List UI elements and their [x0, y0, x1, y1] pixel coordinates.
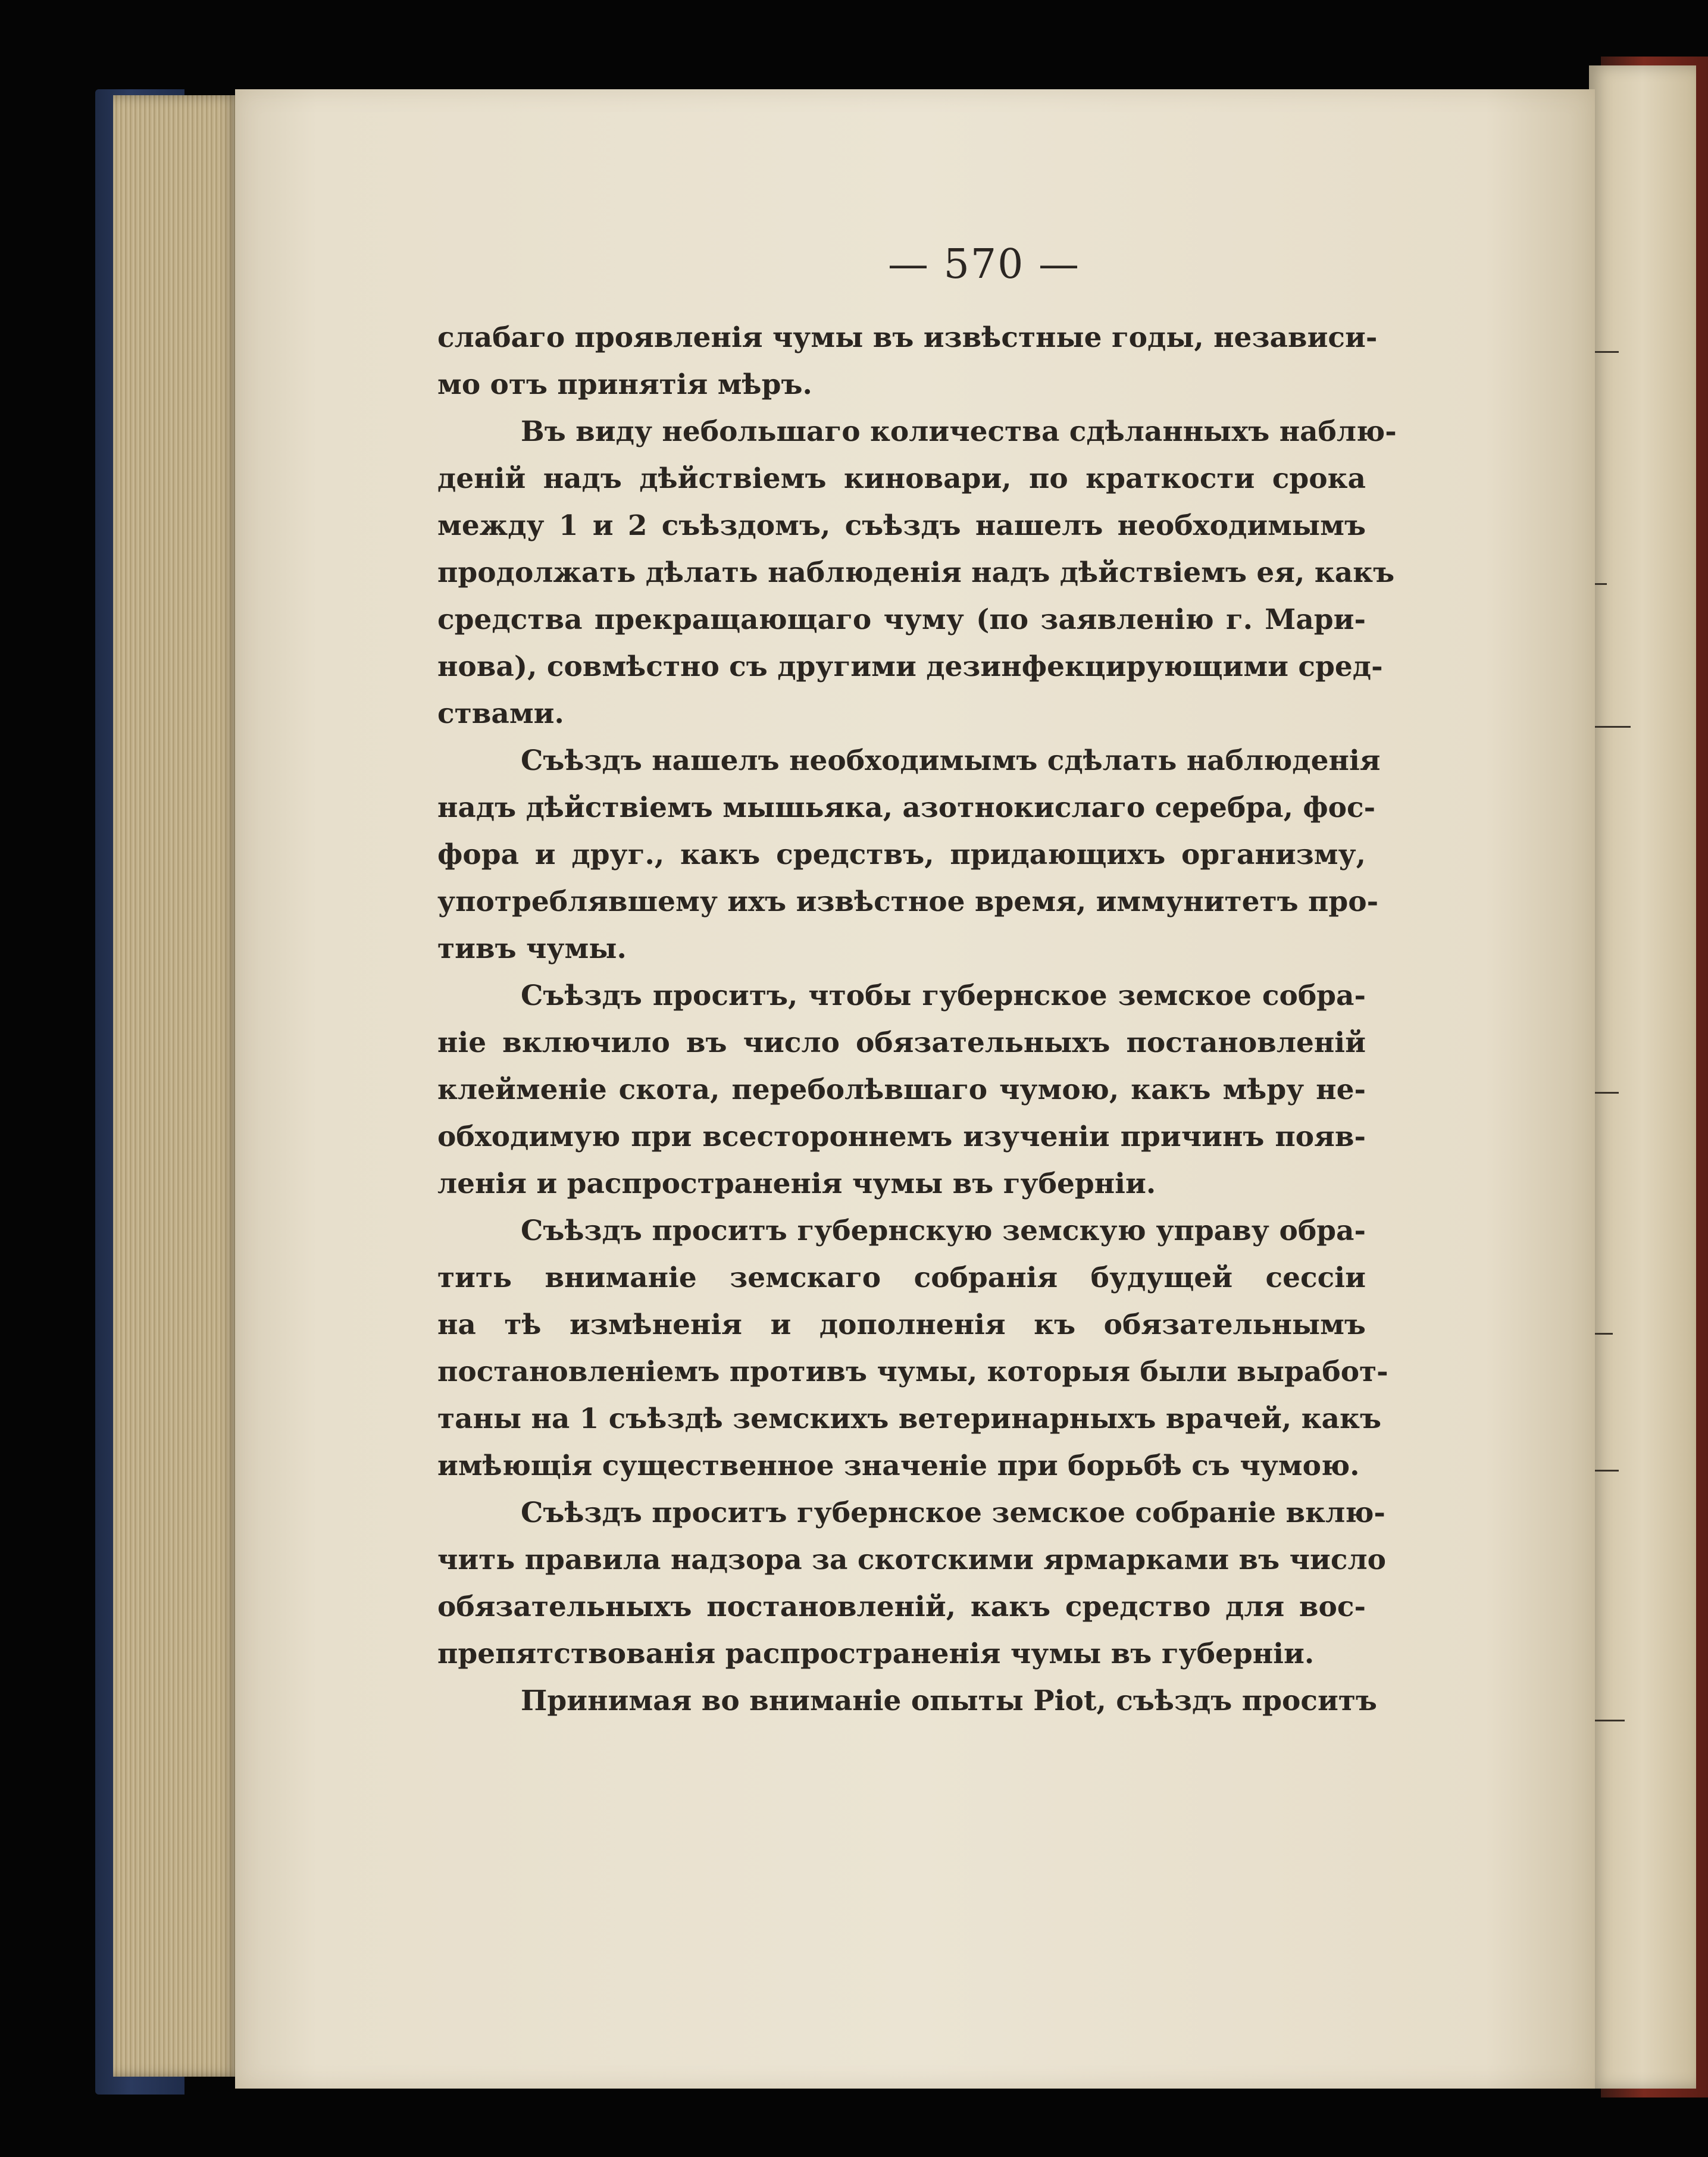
text-line: тить вниманіе земскаго собранія будущей сессіи [437, 1261, 1366, 1294]
body-text [437, 314, 1397, 1724]
text-line: на тѣ измѣненія и дополненія къ обязательнымъ [437, 1308, 1366, 1341]
text-line: мо отъ принятія мѣръ. [437, 368, 812, 401]
text-line: Съѣздъ проситъ губернское земское собраніе вклю- [521, 1497, 1385, 1529]
text-line: Принимая во вниманіе опыты Piot, съѣздъ проситъ [521, 1685, 1377, 1717]
text-line: клейменіе скота, переболѣвшаго чумою, какъ мѣру не- [437, 1073, 1366, 1106]
text-line: надъ дѣйствіемъ мышьяка, азотнокислаго серебра, фос- [437, 791, 1376, 824]
text-line: Съѣздъ проситъ губернскую земскую управу обра- [521, 1214, 1366, 1247]
text-line: ніе включило въ число обязательныхъ постановленій [437, 1026, 1366, 1059]
document-page [235, 89, 1595, 2089]
text-line: имѣющія существенное значеніе при борьбѣ съ чумою. [437, 1450, 1360, 1482]
text-line: ленія и распространенія чумы въ губерніи. [437, 1167, 1156, 1200]
text-line: обязательныхъ постановленій, какъ средство для вос- [437, 1591, 1366, 1623]
next-page-edge [1589, 65, 1696, 2089]
text-line: постановленіемъ противъ чумы, которыя были выработ- [437, 1355, 1388, 1388]
page-stack-left [113, 95, 238, 2077]
text-line: фора и друг., какъ средствъ, придающихъ организму, [437, 838, 1366, 871]
text-line: тивъ чумы. [437, 932, 627, 965]
text-line: препятствованія распространенія чумы въ губерніи. [437, 1638, 1315, 1670]
text-line: ствами. [437, 697, 564, 730]
text-line: таны на 1 съѣздѣ земскихъ ветеринарныхъ врачей, какъ [437, 1402, 1381, 1435]
text-line: нова), совмѣстно съ другими дезинфекцирующими сред- [437, 650, 1383, 683]
text-line: продолжать дѣлать наблюденія надъ дѣйствіемъ ея, какъ [437, 556, 1395, 589]
text-line: чить правила надзора за скотскими ярмарками въ число [437, 1544, 1386, 1576]
page-number: — 570 — [887, 241, 1080, 288]
text-line: средства прекращающаго чуму (по заявленію г. Мари- [437, 603, 1366, 636]
text-line: Съѣздъ нашелъ необходимымъ сдѣлать наблюденія [521, 744, 1381, 777]
text-line: слабаго проявленія чумы въ извѣстные годы, независи- [437, 321, 1378, 354]
text-line: Съѣздъ проситъ, чтобы губернское земское собра- [521, 979, 1366, 1012]
text-line: употреблявшему ихъ извѣстное время, иммунитетъ про- [437, 885, 1379, 918]
text-line: Въ виду небольшаго количества сдѣланныхъ наблю- [521, 415, 1397, 448]
text-line: обходимую при всестороннемъ изученіи причинъ появ- [437, 1120, 1366, 1153]
text-line: деній надъ дѣйствіемъ киновари, по краткости срока [437, 462, 1366, 495]
text-line: между 1 и 2 съѣздомъ, съѣздъ нашелъ необходимымъ [437, 509, 1366, 542]
